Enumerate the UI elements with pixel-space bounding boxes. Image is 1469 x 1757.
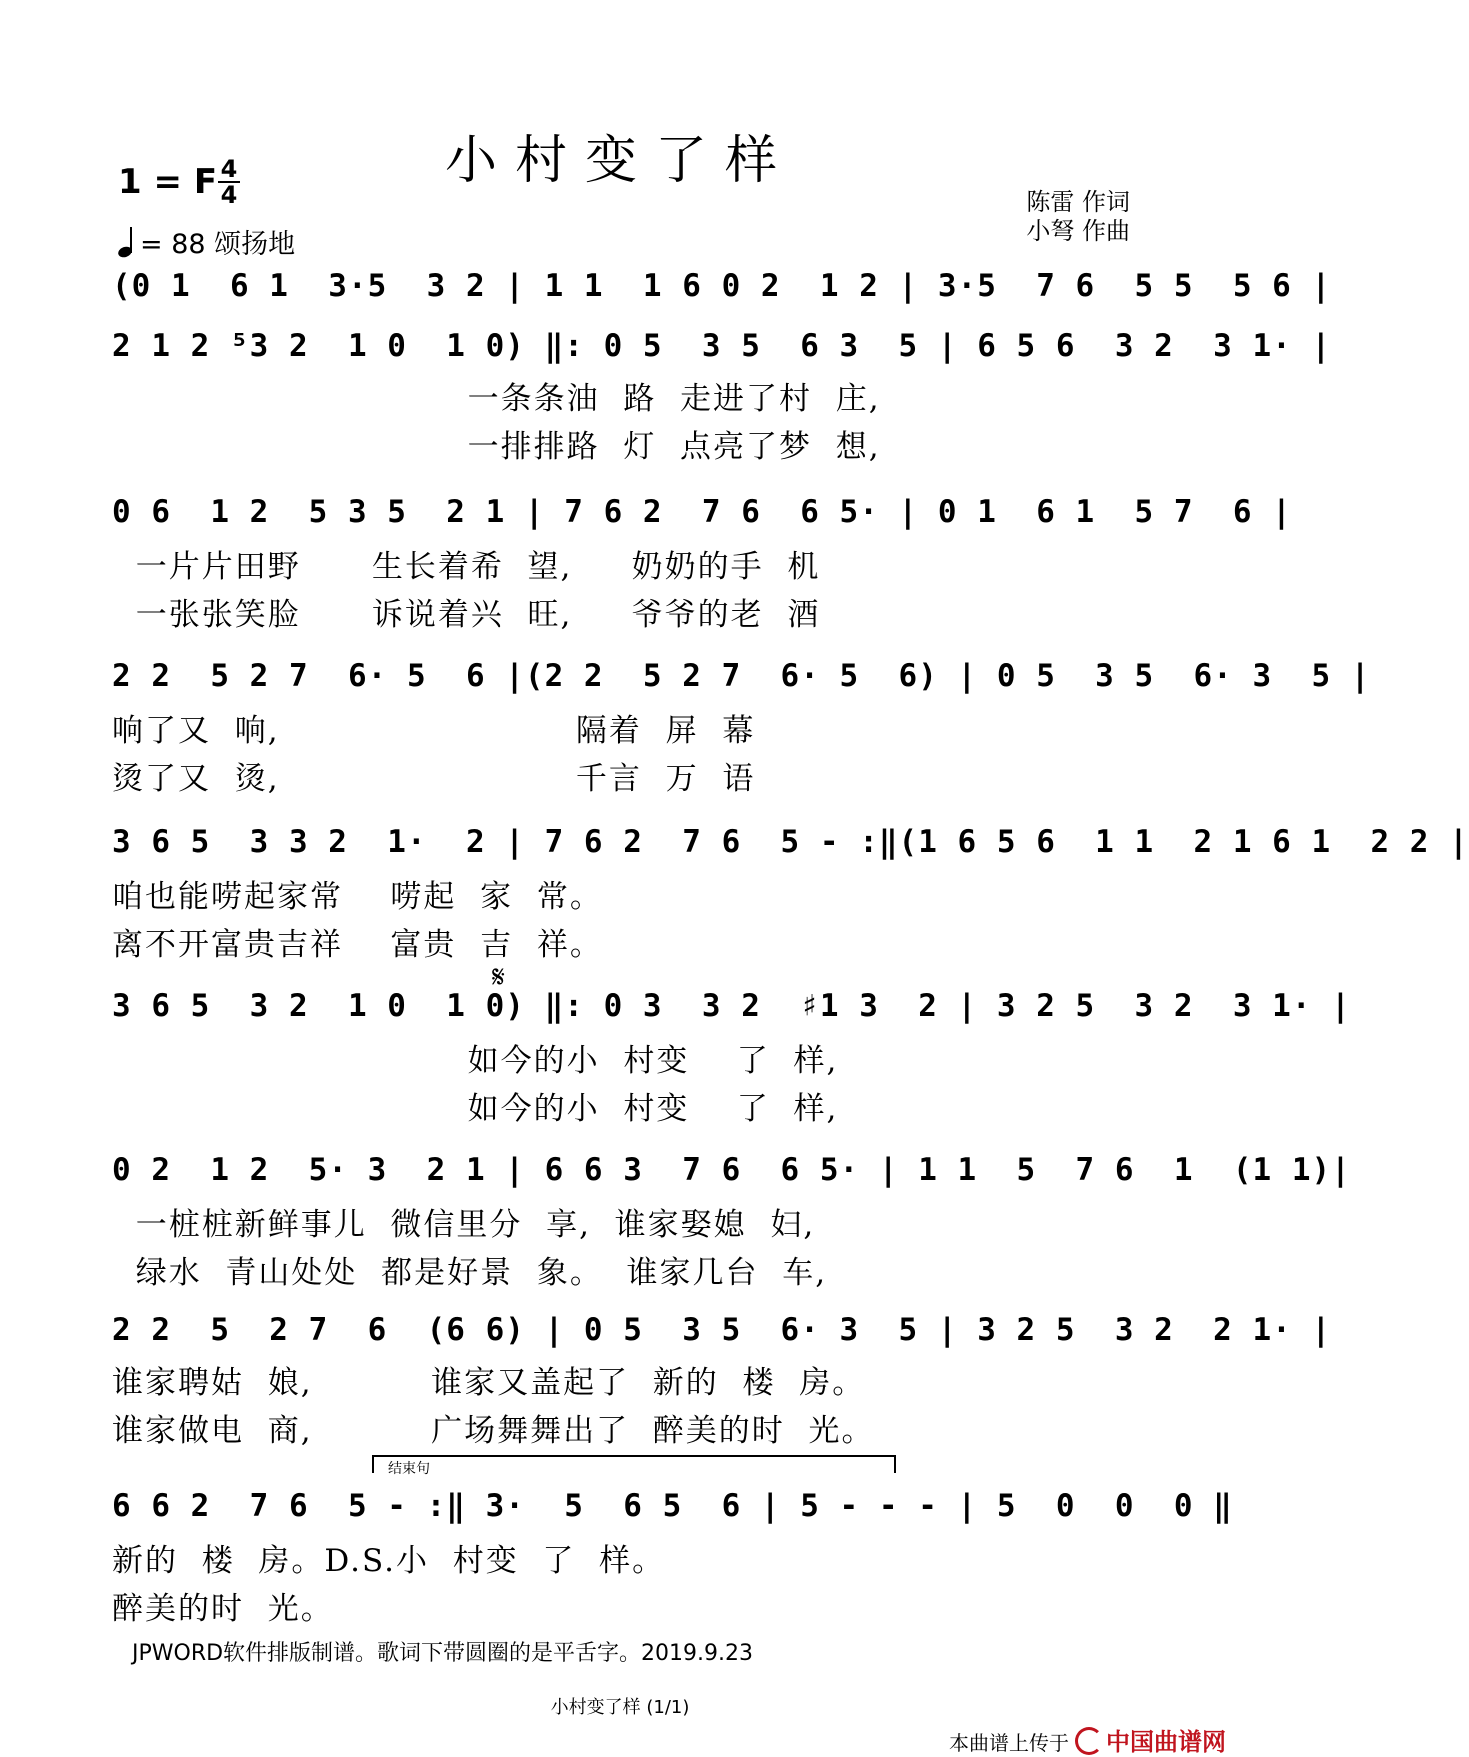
lyric-line-8a: 谁家聘姑 娘, 谁家又盖起了 新的 楼 房。 [112,1365,866,1401]
lyric-line-5b: 离不开富贵吉祥 富贵 吉 祥。 [112,927,603,963]
notation-line-7: 0 2 1 2 5· 3 2 1 | 6 6 3 7 6 6 5· | 1 1 5 7 6 1 (1 1)| [112,1152,1351,1188]
notation-line-8: 2 2 5 2 7 6 (6 6) | 0 5 3 5 6· 3 5 | 3 2 5 3 2 2 1· | [112,1312,1332,1348]
credits [1026,188,1130,246]
quarter-note-icon [118,227,140,257]
tempo-marking [118,222,295,261]
lyric-line-7b: 绿水 青山处处 都是好景 象。 谁家几台 车, [112,1255,828,1291]
lyric-line-5a: 咱也能唠起家常 唠起 家 常。 [112,879,603,915]
lyric-line-4a: 响了又 响, 隔着 屏 幕 [112,713,756,749]
lyric-line-6b: 如今的小 村变 了 样, [112,1091,839,1127]
lyric-line-3b: 一张张笑脸 诉说着兴 旺, 爷爷的老 酒 [112,597,821,633]
notation-line-9: 6 6 2 7 6 5 - :‖ 3· 5 6 5 6 | 5 - - - | 5 0 0 0 ‖ [112,1488,1233,1524]
notation-line-1: (0 1 6 1 3·5 3 2 | 1 1 1 6 0 2 1 2 | 3·5 7 6 5 5 5 6 | [112,268,1332,304]
lyric-line-9b: 醉美的时 光。 [112,1591,334,1627]
composer: 小弩 作曲 [1026,217,1130,245]
upload-prefix: 本曲谱上传于 [949,1731,1069,1755]
segno-sign: 𝄋 [492,960,505,995]
key-signature: 1 = F [118,162,218,202]
lyric-line-6a: 如今的小 村变 了 样, [112,1043,839,1079]
lyric-line-4b: 烫了又 烫, 千言 万 语 [112,761,756,797]
time-numerator: 4 [220,155,238,183]
lyric-line-2b: 一排排路 灯 点亮了梦 想, [112,429,881,465]
notation-line-3: 0 6 1 2 5 3 5 2 1 | 7 6 2 7 6 6 5· | 0 1 6 1 5 7 6 | [112,494,1292,530]
tempo-expression: 颂扬地 [214,229,296,260]
page-number: 小村变了样 (1/1) [550,1697,690,1718]
notation-line-2: 2 1 2 ⁵3 2 1 0 1 0) ‖: 0 5 3 5 6 3 5 | 6 5 6 3 2 3 1· | [112,328,1332,364]
lyric-line-8b: 谁家做电 商, 广场舞舞出了 醉美的时 光。 [112,1413,875,1449]
lyric-line-3a: 一片片田野 生长着希 望, 奶奶的手 机 [112,549,821,585]
notation-line-6: 3 6 5 3 2 1 0 1 0) ‖: 0 3 3 2 ♯1 3 2 | 3 2 5 3 2 3 1· | [112,988,1351,1024]
time-denominator: 4 [220,181,238,209]
song-title: 小村变了样 [444,131,795,191]
ending-label: 结束句 [388,1461,430,1477]
site-name: 中国曲谱网 [1106,1728,1226,1756]
time-signature [218,155,240,209]
footnote: JPWORD软件排版制谱。歌词下带圆圈的是平舌字。2019.9.23 [132,1641,754,1666]
site-logo-icon [1075,1727,1103,1755]
tempo-value: = 88 [140,229,206,260]
lyric-line-7a: 一桩桩新鲜事儿 微信里分 享, 谁家娶媳 妇, [112,1207,816,1243]
lyric-line-2a: 一条条油 路 走进了村 庄, [112,381,881,417]
notation-line-4: 2 2 5 2 7 6· 5 6 |(2 2 5 2 7 6· 5 6) | 0 5 3 5 6· 3 5 | [112,658,1371,694]
upload-credit [949,1722,1226,1757]
notation-line-5: 3 6 5 3 3 2 1· 2 | 7 6 2 7 6 5 - :‖(1 6 5 6 1 1 2 1 6 1 2 2 | [112,824,1469,860]
lyricist: 陈雷 作词 [1026,188,1130,216]
lyric-line-9a: 新的 楼 房。D.S.小 村变 了 样。 [112,1543,666,1579]
ending-bracket [372,1455,896,1473]
